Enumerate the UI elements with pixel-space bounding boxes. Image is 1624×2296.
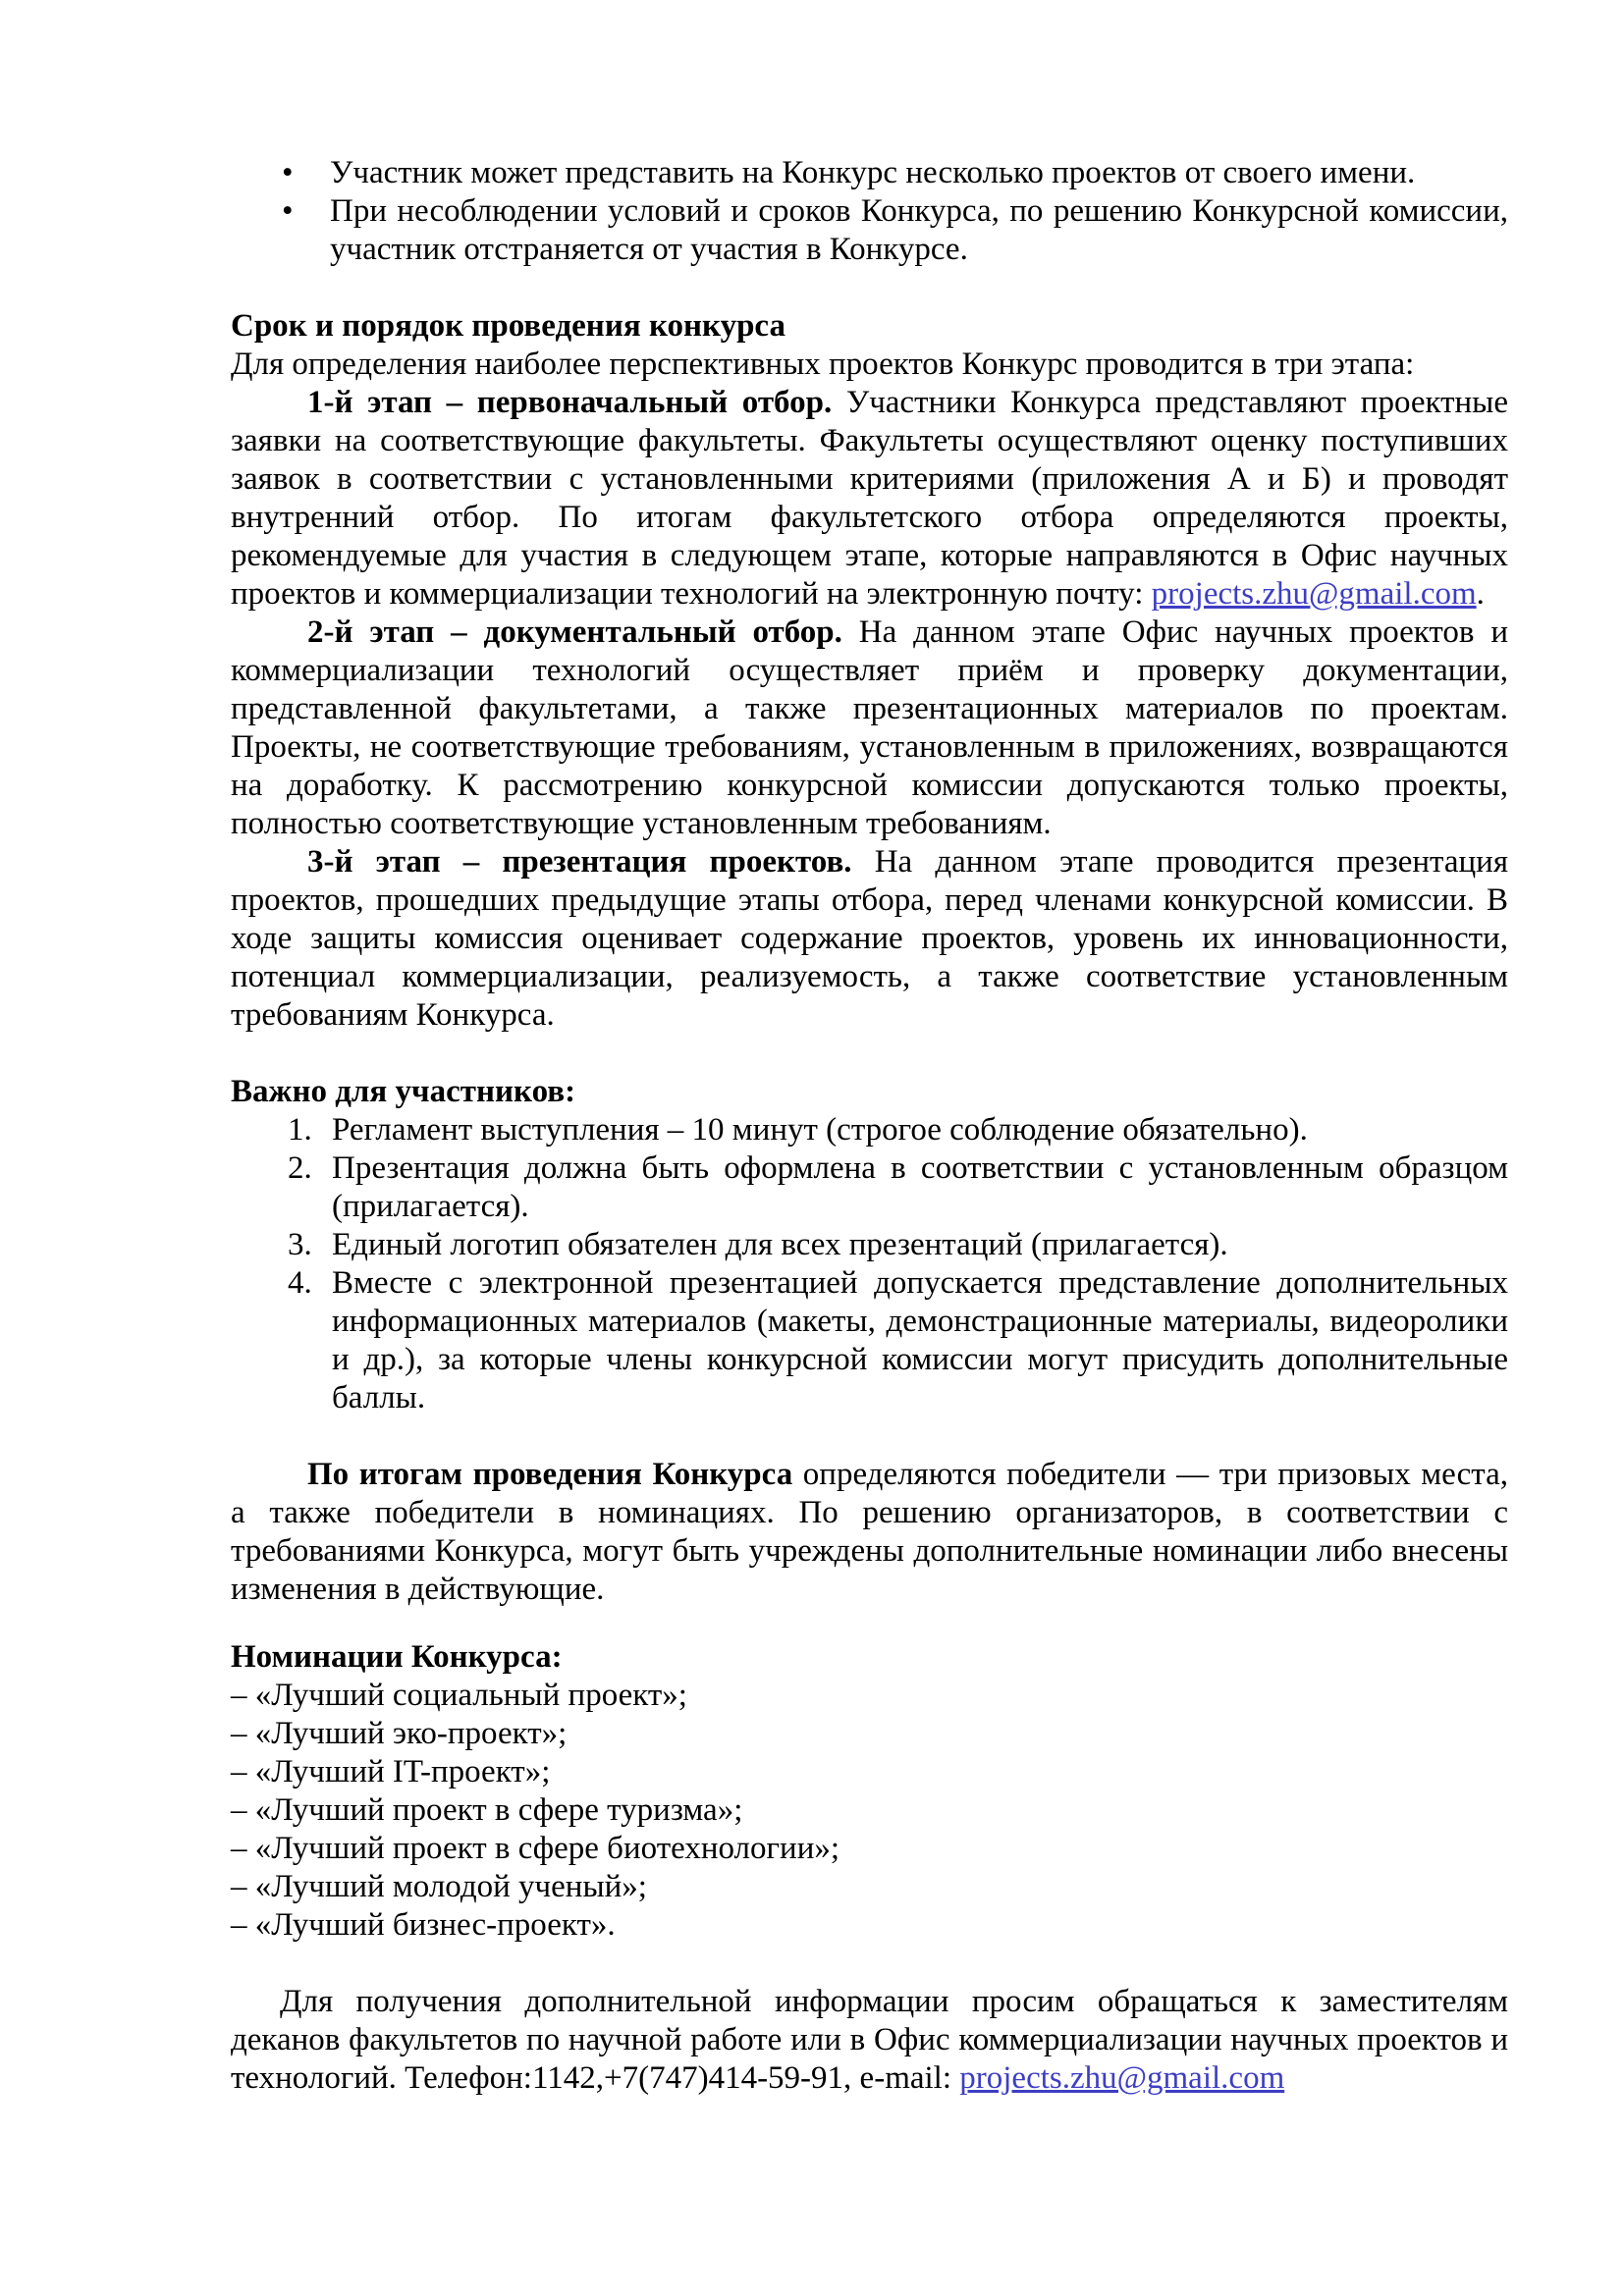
results-body: определяются победители — три призовых места, а также победители в номинациях. По решению организаторов, в соответствии с требованиями Конкурса, могут быть учреждены дополнительные номинации либо внесены изменения в действующие.: [231, 1457, 1508, 1607]
stage-2-lead: 2-й этап – документальный отбор.: [307, 614, 842, 650]
stage-3-lead: 3-й этап – презентация проектов.: [307, 844, 852, 880]
bullet-list-item: [231, 154, 1508, 192]
bullet-icon: •: [282, 193, 294, 229]
stage-1-lead: 1-й этап – первоначальный отбор.: [307, 385, 833, 420]
contact-body: Для получения дополнительной информации просим обращаться к заместителям деканов факультетов по научной работе или в Офис коммерциализации научных проектов и технологий. Телефон:1142,+7(747)414-59-91, e-mail:: [231, 1984, 1508, 2096]
contact-paragraph: [231, 1983, 1508, 2098]
numbered-item-text: Единый логотип обязателен для всех презентаций (прилагается).: [332, 1227, 1228, 1262]
stage-3-body: На данном этапе проводится презентация проектов, прошедших предыдущие этапы отбора, перед членами конкурсной комиссии. В ходе защиты комиссия оценивает содержание проектов, уровень их инновационности, потенциал коммерциализации, реализуемость, а также соответствие установленным требованиям Конкурса.: [231, 844, 1508, 1033]
email-link[interactable]: projects.zhu@gmail.com: [1151, 576, 1477, 612]
numbered-list-item: [231, 1111, 1508, 1149]
nomination-item: – «Лучший молодой ученый»;: [231, 1869, 647, 1904]
spacer: [231, 1609, 1508, 1638]
schedule-intro: Для определения наиболее перспективных проектов Конкурс проводится в три этапа:: [231, 347, 1415, 382]
nomination-item: – «Лучший бизнес-проект».: [231, 1907, 616, 1943]
numbered-list-item: [231, 1149, 1508, 1226]
results-paragraph: [231, 1456, 1508, 1609]
list-number: 1.: [288, 1112, 312, 1148]
stage-1-after: .: [1476, 576, 1485, 612]
stage-2-paragraph: [231, 614, 1508, 843]
spacer: [231, 1945, 1508, 1983]
nomination-item: – «Лучший проект в сфере биотехнологии»;: [231, 1831, 840, 1866]
section-heading-nominations: Номинации Конкурса:: [231, 1639, 563, 1675]
nomination-item: – «Лучший социальный проект»;: [231, 1678, 687, 1713]
numbered-item-text: Презентация должна быть оформлена в соответствии с установленным образцом (прилагается).: [332, 1150, 1508, 1224]
list-number: 3.: [288, 1227, 312, 1262]
bullet-icon: •: [282, 155, 294, 190]
stage-2-body: На данном этапе Офис научных проектов и коммерциализации технологий осуществляет приём и проверку документации, представленной факультетами, а также презентационных материалов по проектам. Проекты, не соответствующие требованиям, установленным в приложениях, возвращаются на доработку. К рассмотрению конкурсной комиссии допускаются только проекты, полностью соответствующие установленным требованиям.: [231, 614, 1508, 841]
stage-1-body: Участники Конкурса представляют проектные заявки на соответствующие факультеты. Факультеты осуществляют оценку поступивших заявок в соответствии с установленными критериями (приложения А и Б) и проводят внутренний отбор. По итогам факультетского отбора определяются проекты, рекомендуемые для участия в следующем этапе, которые направляются в Офис научных проектов и коммерциализации технологий на электронную почту:: [231, 385, 1509, 612]
document-content: [231, 154, 1508, 2098]
bullet-item-text: При несоблюдении условий и сроков Конкурса, по решению Конкурсной комиссии, участник отстраняется от участия в Конкурсе.: [330, 193, 1508, 267]
email-link[interactable]: projects.zhu@gmail.com: [959, 2060, 1285, 2096]
numbered-list-item: [231, 1264, 1508, 1417]
stage-3-paragraph: [231, 843, 1508, 1035]
numbered-item-text: Регламент выступления – 10 минут (строгое соблюдение обязательно).: [332, 1112, 1308, 1148]
list-number: 2.: [288, 1150, 312, 1186]
spacer: [231, 269, 1508, 307]
results-lead: По итогам проведения Конкурса: [307, 1457, 793, 1492]
numbered-list-item: [231, 1226, 1508, 1264]
nomination-item: – «Лучший IT-проект»;: [231, 1754, 551, 1789]
nomination-item: – «Лучший эко-проект»;: [231, 1716, 568, 1751]
nomination-item: – «Лучший проект в сфере туризма»;: [231, 1792, 743, 1828]
stage-1-paragraph: [231, 384, 1508, 614]
section-heading-important: Важно для участников:: [231, 1074, 576, 1109]
section-heading-schedule: Срок и порядок проведения конкурса: [231, 308, 785, 344]
bullet-list-item: [231, 192, 1508, 269]
list-number: 4.: [288, 1265, 312, 1301]
spacer: [231, 1417, 1508, 1456]
spacer: [231, 1035, 1508, 1073]
bullet-item-text: Участник может представить на Конкурс несколько проектов от своего имени.: [330, 155, 1416, 190]
numbered-item-text: Вместе с электронной презентацией допускается представление дополнительных информационных материалов (макеты, демонстрационные материалы, видеоролики и др.), за которые члены конкурсной комиссии могут присудить дополнительные баллы.: [332, 1265, 1508, 1415]
